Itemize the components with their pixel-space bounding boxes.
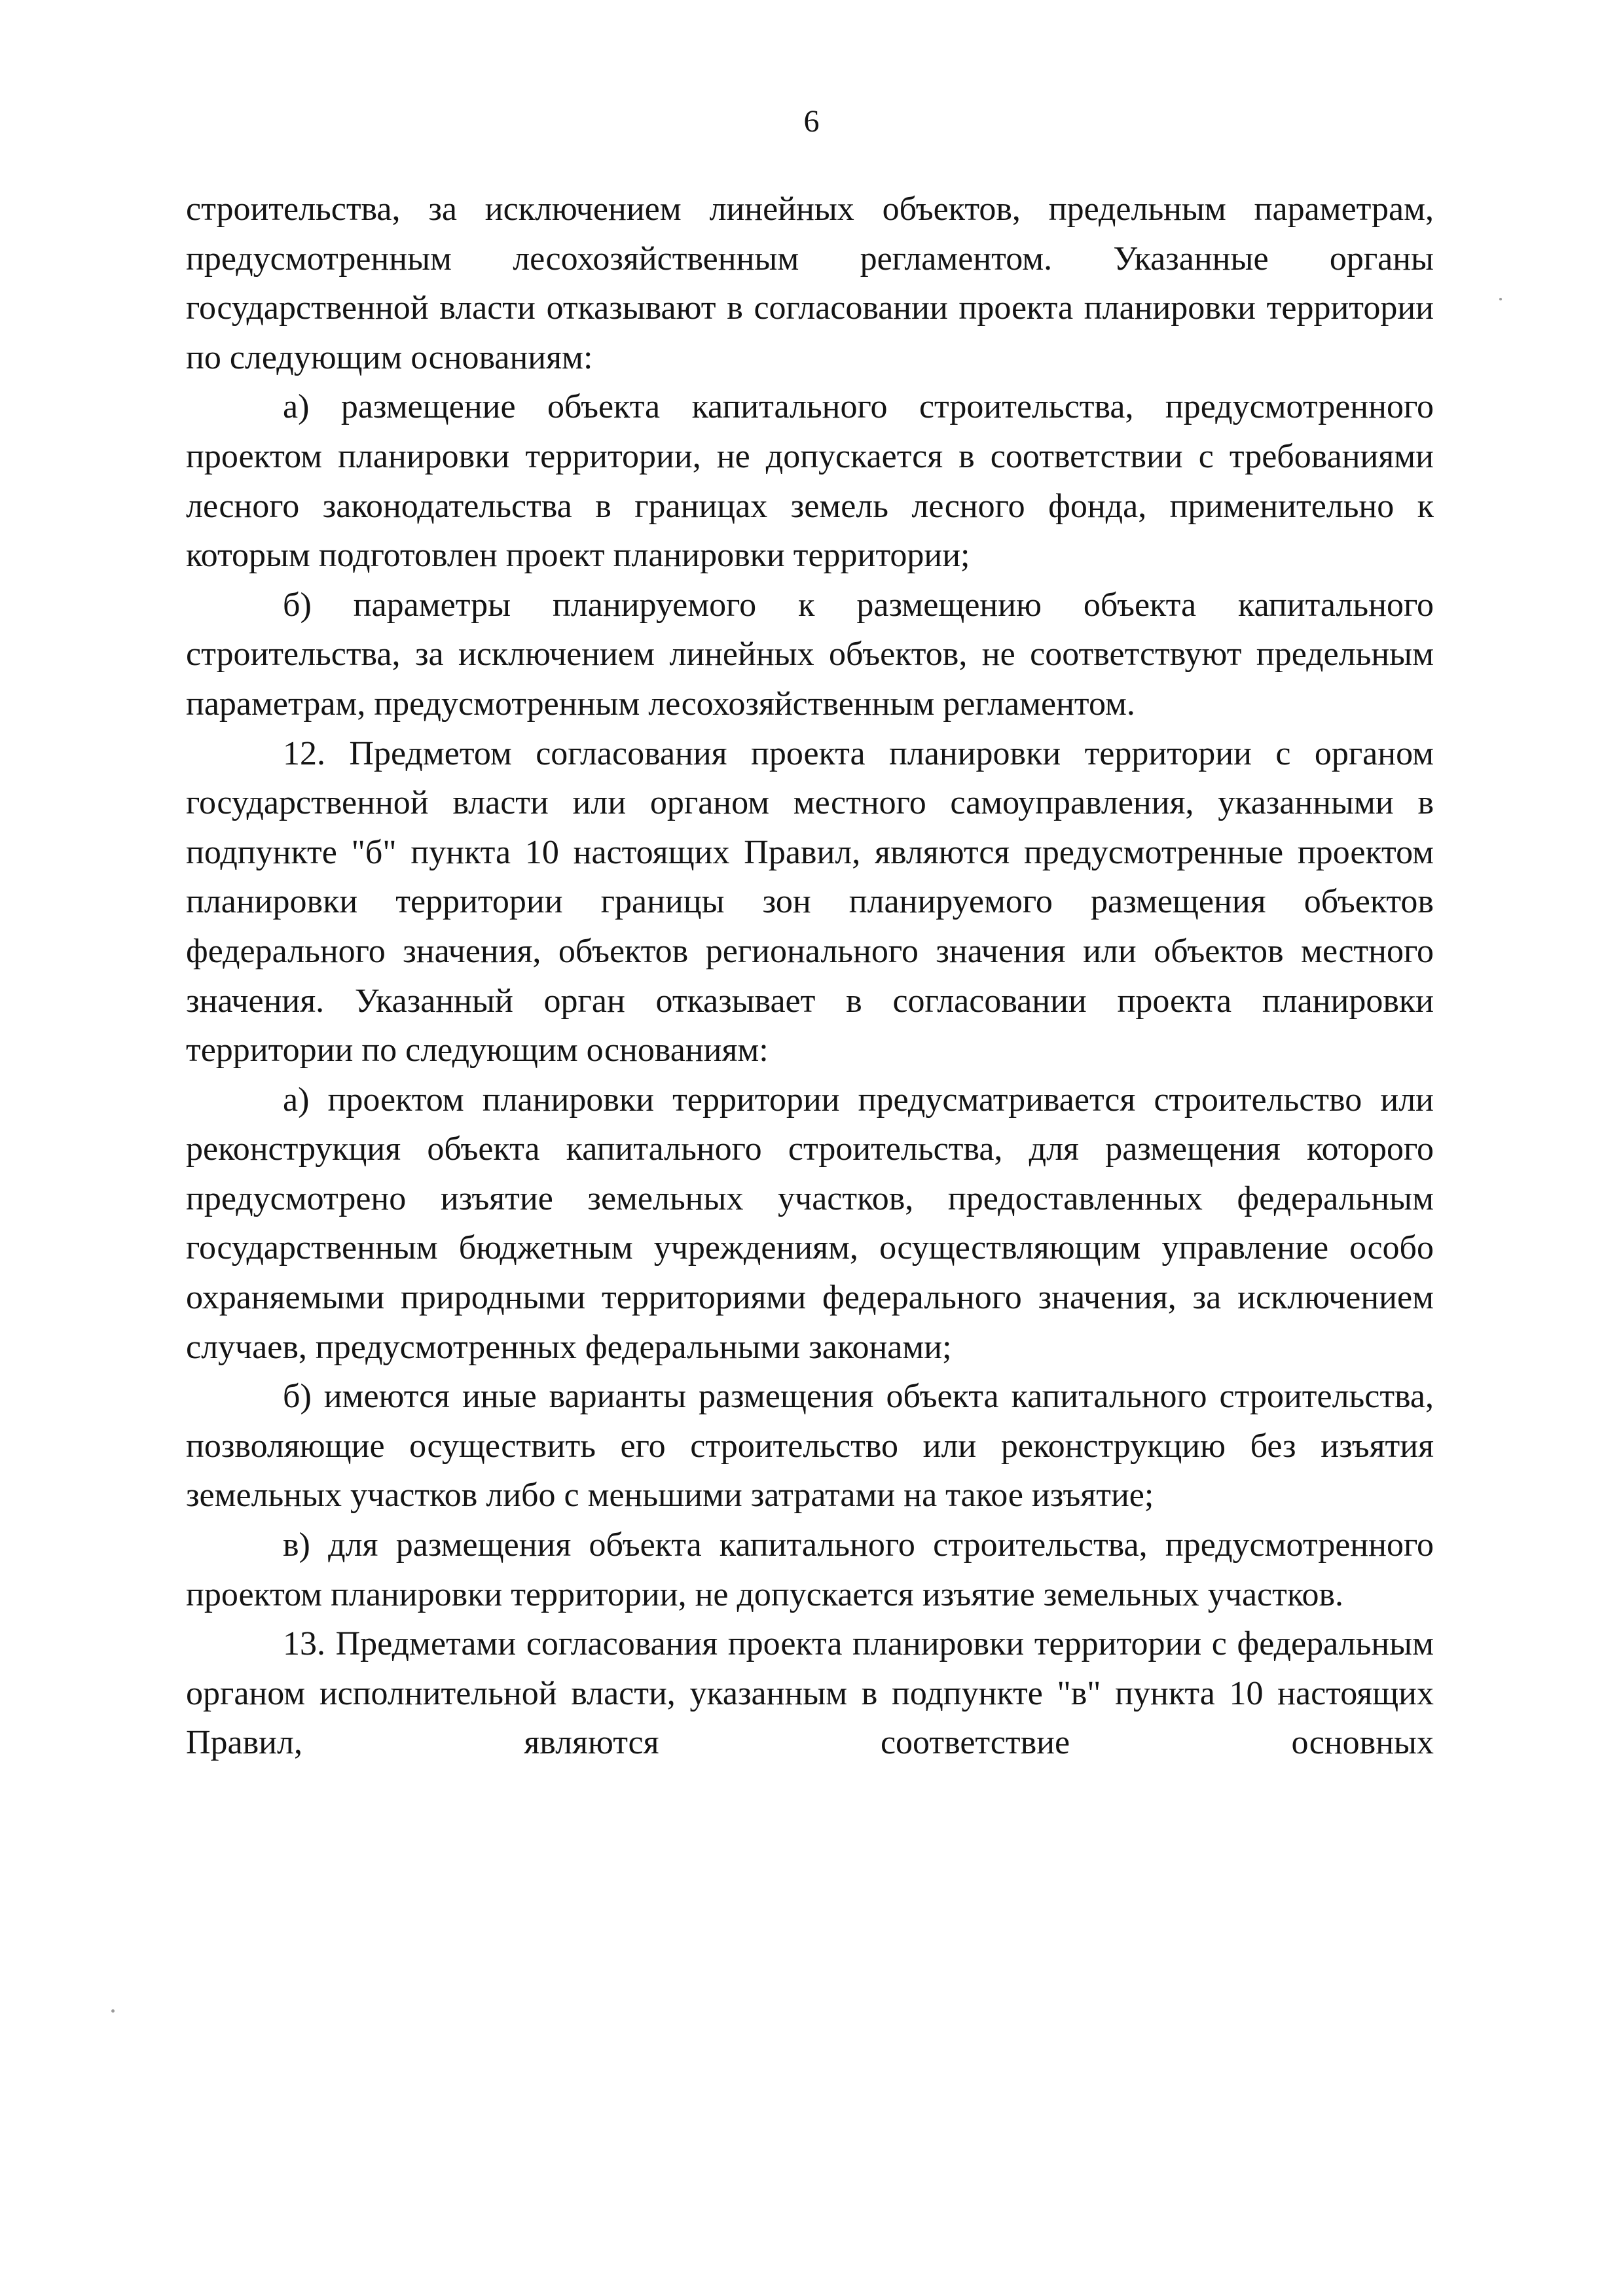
paragraph-item-11b: б) параметры планируемого к размещению объекта капитального строительства, за исключением линейных объектов, не соответствуют предельным параметрам, предусмотренным лесохозяйственным регламентом. xyxy=(186,586,1434,723)
paragraph-item-12c: в) для размещения объекта капитального строительства, предусмотренного проектом планировки территории, не допускается изъятие земельных участков. xyxy=(186,1526,1434,1613)
page-number: 6 xyxy=(803,104,820,139)
paragraph-item-11a: а) размещение объекта капитального строительства, предусмотренного проектом планировки территории, не допускается в соответствии с требованиями лесного законодательства в границах земель лесного фонда, применительно к которым подготовлен проект планировки территории; xyxy=(186,388,1434,575)
paragraph-item-12b: б) имеются иные варианты размещения объекта капитального строительства, позволяющие осуществить его строительство или реконструкцию без изъятия земельных участков либо с меньшими затратами на такое изъятие; xyxy=(186,1378,1434,1515)
paragraph-item-12a: а) проектом планировки территории предусматривается строительство или реконструкция объекта капитального строительства, для размещения которого предусмотрено изъятие земельных участков, предоставленных федеральным государственным бюджетным учреждениям, осуществляющим управление особо охраняемыми природными территориями федерального значения, за исключением случаев, предусмотренных федеральными законами; xyxy=(186,1081,1434,1366)
scan-speck xyxy=(1499,298,1502,300)
paragraph-clause-13: 13. Предметами согласования проекта планировки территории с федеральным органом исполнительной власти, указанным в подпункте "в" пункта 10 настоящих Правил, являются соответствие основных xyxy=(186,1625,1434,1762)
scan-speck xyxy=(111,2009,115,2013)
paragraph-clause-12: 12. Предметом согласования проекта планировки территории с органом государственной власти или органом местного самоуправления, указанными в подпункте "б" пункта 10 настоящих Правил, являются предусмотренные проектом планировки территории границы зон планируемого размещения объектов федерального значения, объектов регионального значения или объектов местного значения. Указанный орган отказывает в согласовании проекта планировки территории по следующим основаниям: xyxy=(186,734,1434,1069)
document-body xyxy=(186,185,1434,1768)
paragraph-continuation: строительства, за исключением линейных объектов, предельным параметрам, предусмотренным лесохозяйственным регламентом. Указанные органы государственной власти отказывают в согласовании проекта планировки территории по следующим основаниям: xyxy=(186,190,1434,376)
